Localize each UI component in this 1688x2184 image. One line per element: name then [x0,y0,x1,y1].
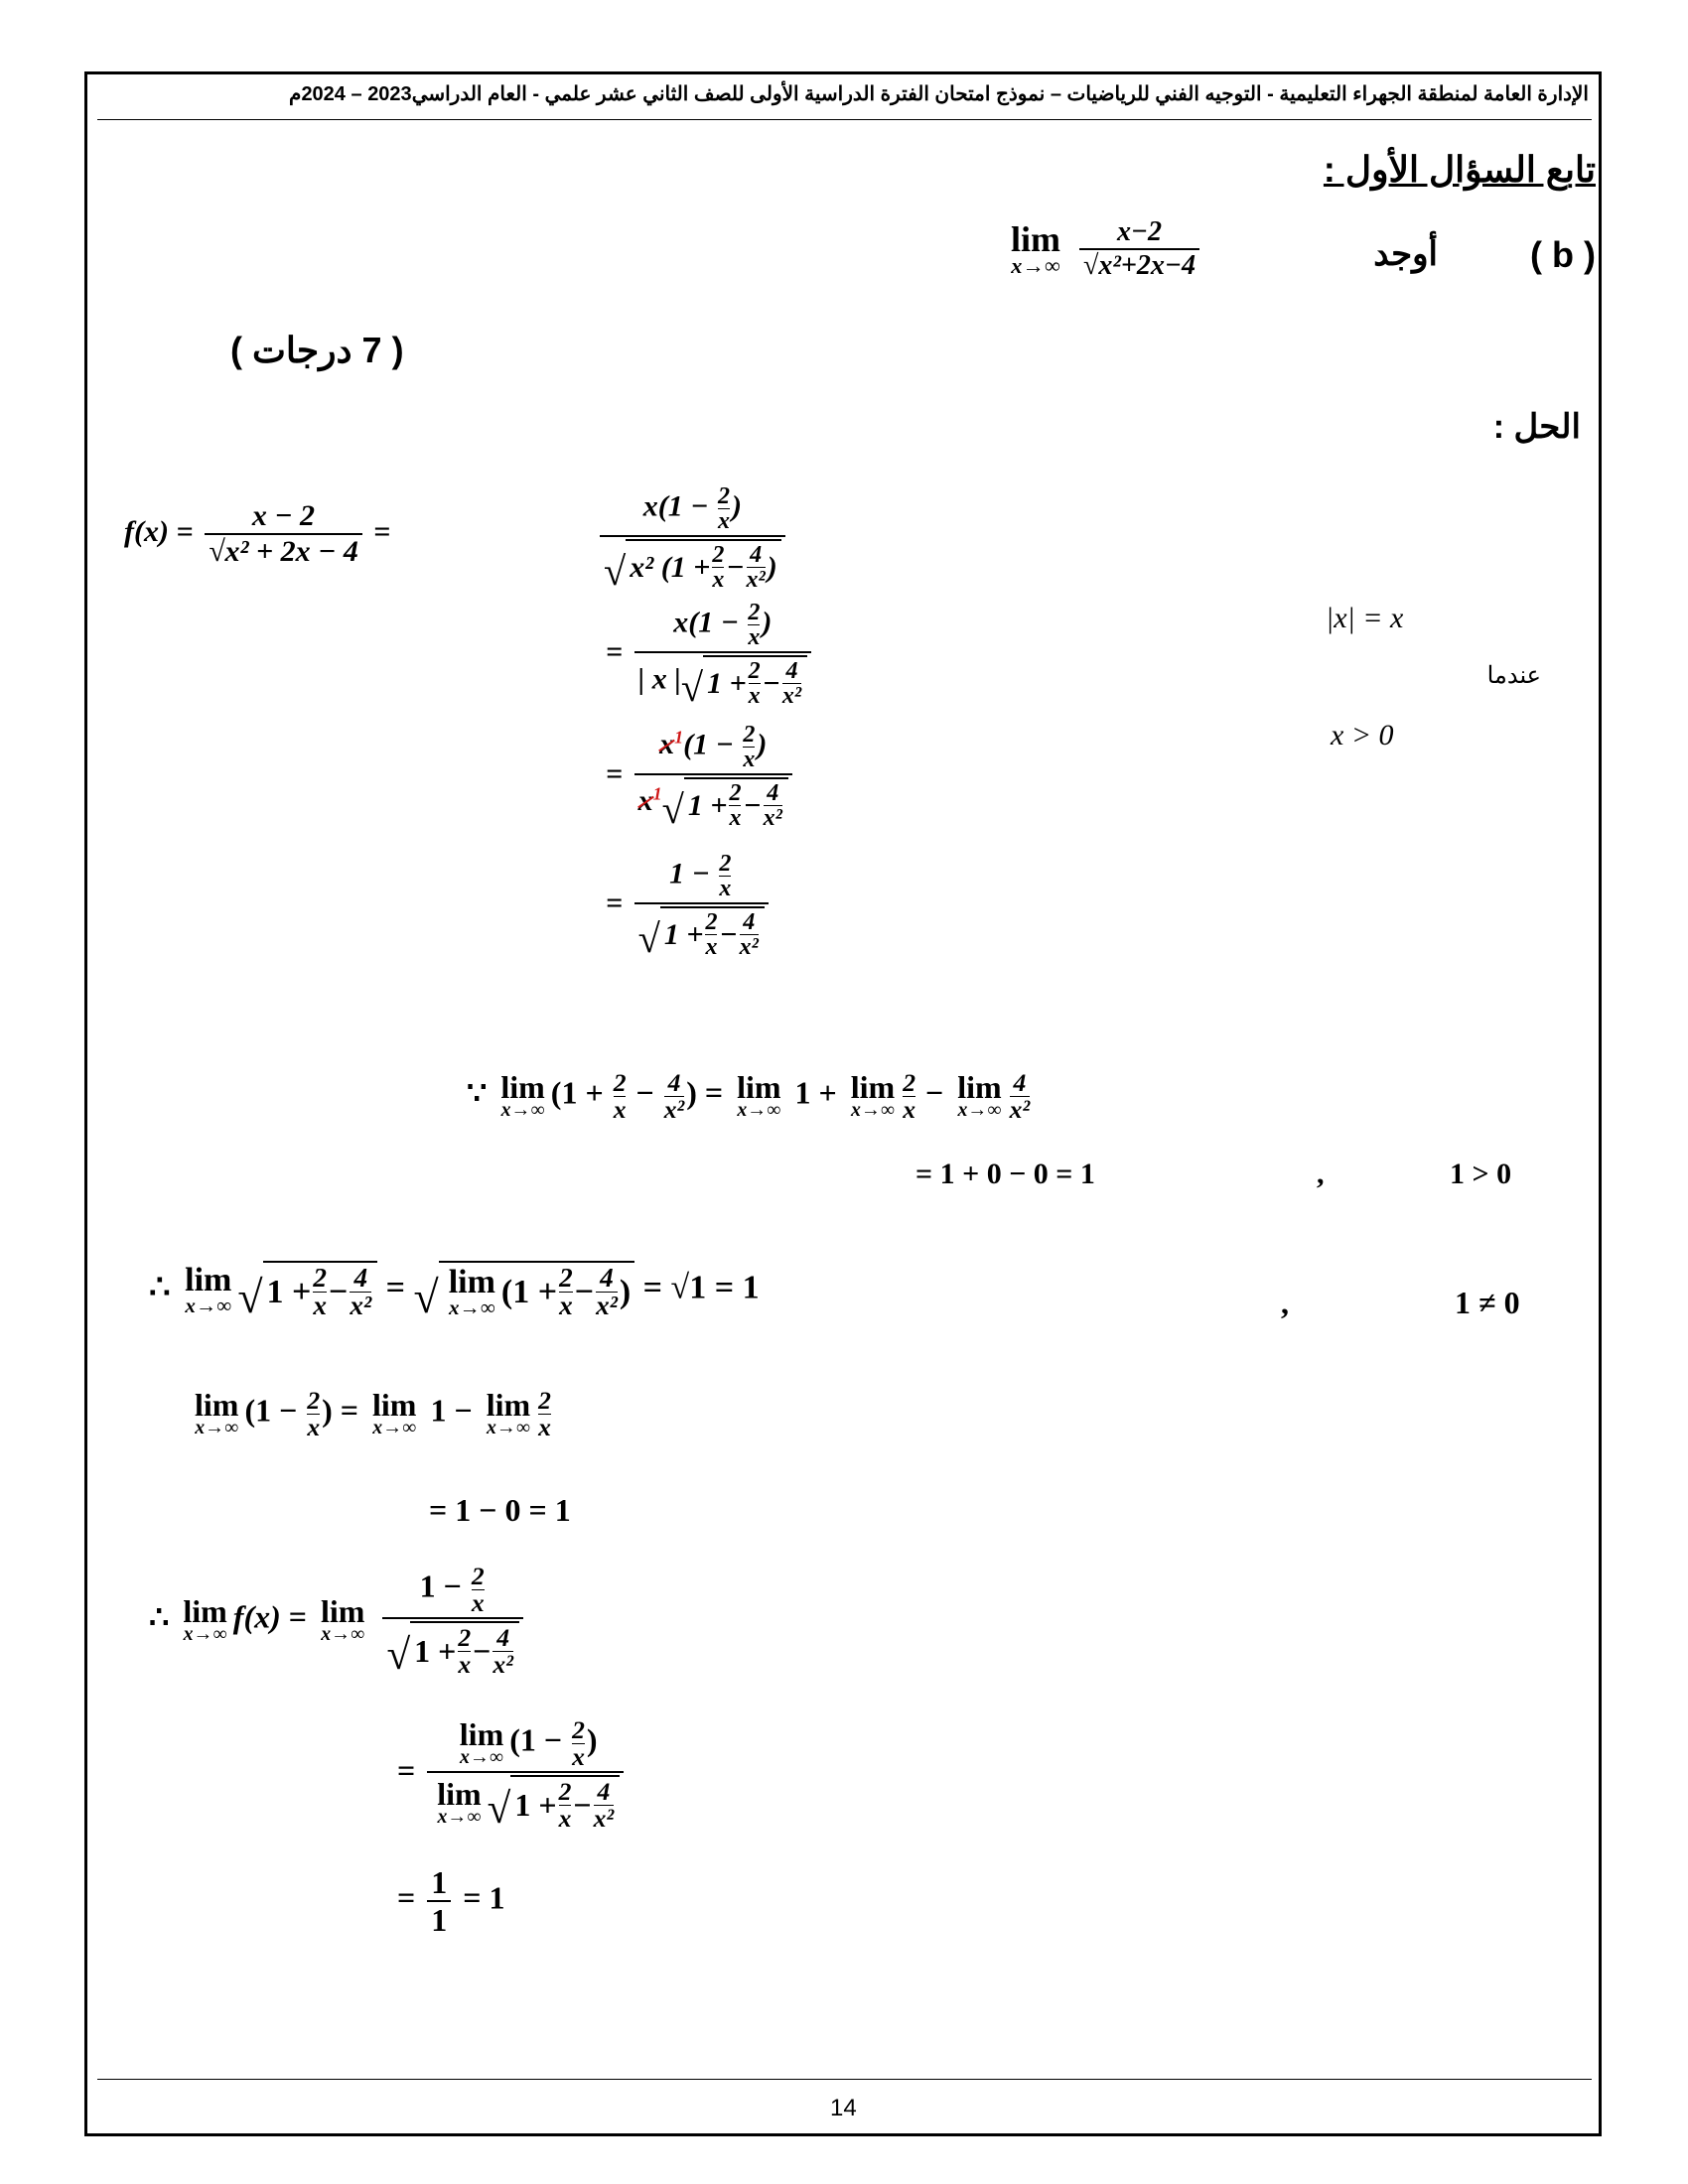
solution-label: الحل : [1492,408,1581,446]
question-label: ( b ) [1530,234,1596,275]
marks: ( 7 درجات ) [230,330,404,370]
step6-compare: 1 ≠ 0 [1455,1285,1520,1320]
page-number: 14 [830,2095,857,2121]
step6-limit: ∴ lim x→∞ √ 1 + 2 x − 4 x² = √ lim x→∞ (1 + 2 x − 4 x² ) = √1 = 1 [149,1262,760,1322]
step3-cancel: = $x^1(1$ − $\frac{2}{x}$ ) $x^1$ √ 1 + 2 x − 4 x² [606,723,796,830]
step5-result: = 1 + 0 − 0 = 1 [915,1158,1095,1190]
page-header: الإدارة العامة لمنطقة الجهراء التعليمية - التوجيه الفني للرياضيات – نموذج امتحان الفترة الدراسية الأولى للصف الثاني عشر علمي - العام الدراسي2023 – 2024م [289,83,1589,105]
step8-result: = 1 − 0 = 1 [429,1492,571,1528]
step1-lhs: f(x) = $\frac{x - 2}{\text{√x² + 2x − 4}}$ = [124,499,391,568]
step5-limit: ∵ lim x→∞ (1 + $\frac{2}{x}$ − $\frac{4}{\text{x²}}$ ) = lim x→∞ 1 + lim x→∞ $\frac{2}{x}$ − lim x→∞ $\frac{4}{\text{x²}}$ [467,1068,1031,1124]
step9-limit: ∴ lim x→∞ f(x) = lim x→∞ 1 − $\frac{2}{x}$ √ 1 + 2 x − 4 x² [149,1564,527,1677]
step5-comma: , [1317,1158,1325,1190]
step2: = x(1 − $\frac{2}{x}$ ) | x | √ 1 + 2 x − 4 x² [606,601,815,708]
step6-comma: , [1281,1285,1289,1320]
when-note: عندما [1486,662,1541,689]
question-verb: أوجد [1373,235,1438,273]
header-divider [97,119,1592,120]
step10: = lim x→∞ (1 − $\frac{2}{x}$ ) lim x→∞ √ 1 + 2 x − 4 x² [397,1717,628,1831]
condition-note: x > 0 [1331,719,1394,751]
step5-compare: 1 > 0 [1450,1158,1512,1190]
footer-divider [97,2079,1592,2080]
section-title: تابع السؤال الأول : [1323,149,1596,190]
question-expression: lim x→∞ $\frac{x-2}{\text{√x²+2x−4}}$ [1005,218,1203,280]
step4: = 1 − $\frac{2}{x}$ √ 1 + 2 x − 4 x² [606,852,773,959]
step11-final: = $\frac{1}{1}$ = 1 [397,1864,505,1938]
abs-note: |x| = x [1326,602,1404,634]
step1-rhs: x(1 − $\frac{2}{x}$ ) √ x² (1 + 2 x − 4 x² ) [596,484,789,592]
step7-limit: lim x→∞ (1 − $\frac{2}{x}$ ) = lim x→∞ 1 − lim x→∞ $\frac{2}{x}$ [195,1386,551,1441]
